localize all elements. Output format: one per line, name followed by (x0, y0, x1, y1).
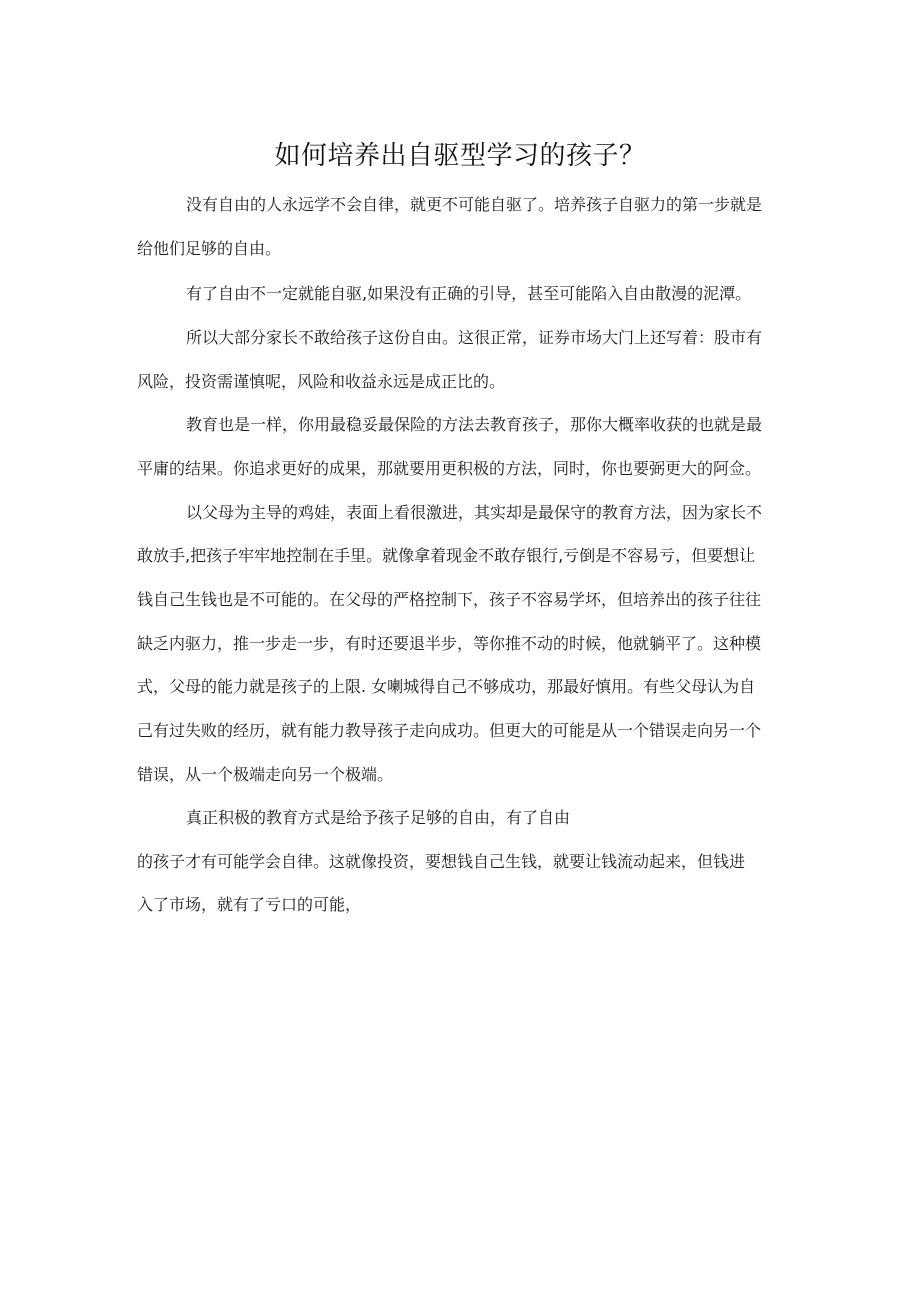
paragraph-3-line-2: 风险，投资需谨慎呢，风险和收益永远是成正比的。 (137, 372, 506, 391)
paragraph-6-line-1: 真正积极的教育方式是给予孩子足够的自由，有了自由 (186, 808, 571, 827)
paragraph-5-line-5: 式，父母的能力就是孩子的上限. 女喇城得自己不够成功，那最好慎用。有些父母认为自 (137, 677, 756, 696)
paragraph-2-line-1: 有了自由不一定就能自驱,如果没有正确的引导，甚至可能陷入自由散漫的泥潭。 (186, 284, 752, 303)
page-title: 如何培养出自驱型学习的孩子？ (274, 141, 646, 171)
paragraph-5-line-6: 己有过失败的经历，就有能力教导孩子走向成功。但更大的可能是从一个错误走向另一个 (137, 721, 762, 740)
paragraph-5-line-2: 敢放手,把孩子牢牢地控制在手里。就像拿着现金不敢存银行,亏倒是不容易亏，但要想让 (137, 546, 756, 565)
paragraph-3-line-1: 所以大部分家长不敢给孩子这份自由。这很正常，证券市场大门上还写着：股市有 (186, 328, 763, 347)
paragraph-5-line-7: 错误，从一个极端走向另一个极端。 (137, 765, 394, 784)
paragraph-5-line-3: 钱自己生钱也是不可能的。在父母的严格控制下，孩子不容易学坏，但培养出的孩子往往 (137, 590, 762, 609)
paragraph-6-line-2: 的孩子才有可能学会自律。这就像投资，要想钱自己生钱，就要让钱流动起来，但钱进 (137, 852, 746, 871)
paragraph-4-line-2: 平庸的结果。你追求更好的成果，那就要用更积极的方法，同时，你也要弼更大的阿佥。 (137, 459, 762, 478)
paragraph-6-line-3: 入了市场，就有了亏口的可能， (137, 895, 362, 914)
paragraph-1-line-2: 给他们足够的自由。 (137, 239, 282, 258)
paragraph-5-line-4: 缺乏内驱力，推一步走一步，有时还要退半步，等你推不动的时候，他就躺平了。这种模 (137, 634, 762, 653)
paragraph-5-line-1: 以父母为主导的鸡娃，表面上看很激进，其实却是最保守的教育方法，因为家长不 (186, 503, 763, 522)
paragraph-1-line-1: 没有自由的人永远学不会自律，就更不可能自驱了。培养孩子自驱力的第一步就是 (186, 195, 763, 214)
paragraph-4-line-1: 教育也是一样，你用最稳妥最保险的方法去教育孩子，那你大概率收获的也就是最 (186, 415, 763, 434)
